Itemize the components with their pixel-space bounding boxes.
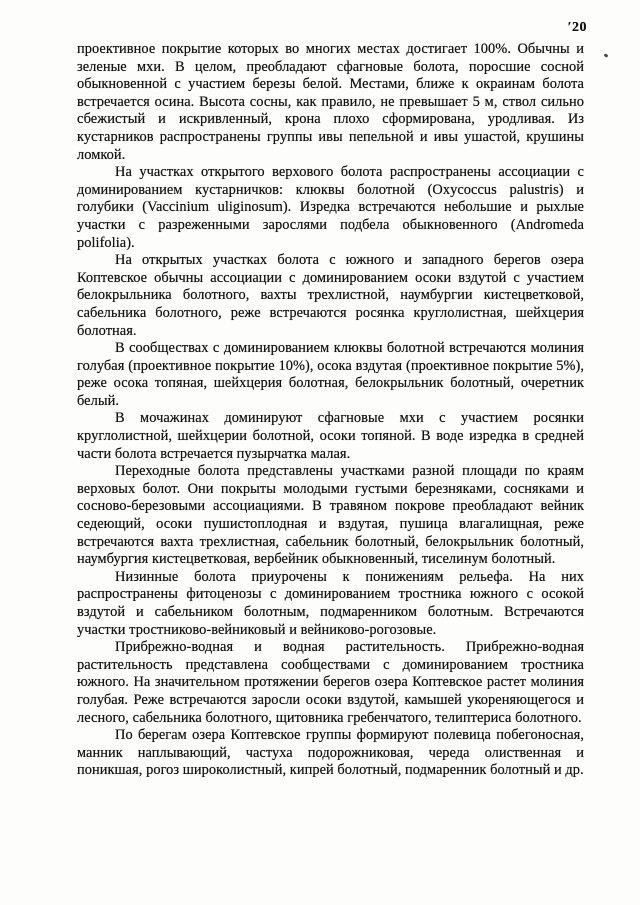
paragraph: На открытых участках болота с южного и западного берегов озера Коптевское обычны ассоциации с доминированием осоки вздутой с участием белокрыльника болотного, вахты трехлистной, наумбургии кистецветковой, сабельника болотного, реже встречаются росянка круглолистная, шейхцерия болотная.	[77, 252, 584, 339]
paragraph: Прибрежно-водная и водная растительность. Прибрежно-водная растительность представлена сообществами с доминированием тростника южного. На значительном протяжении берегов озера Коптевское растет молиния голубая. Реже встречаются заросли осоки вздутой, камышей укореняющегося и лесного, сабельника болотного, щитовника гребенчатого, телиптериса болотного.	[77, 639, 584, 726]
paragraph: В мочажинах доминируют сфагновые мхи с участием росянки круглолистной, шейхцерии болотной, осоки топяной. В воде изредка в средней части болота встречается пузырчатка малая.	[77, 410, 584, 462]
paragraph: В сообществах с доминированием клюквы болотной встречаются молиния голубая (проективное покрытие 10%), осока вздутая (проективное покрытие 5%), реже осока топяная, шейхцерия болотная, белокрыльник болотный, очеретник белый.	[77, 340, 584, 409]
page-number: ′20	[567, 20, 587, 35]
paragraph: Переходные болота представлены участками разной площади по краям верховых болот. Они покрыты молодыми густыми березняками, сосняками и сосново-березовыми ассоциациями. В травяном покрове преобладают вейник седеющий, осоки пушистоплодная и вздутая, пушица влагалищная, реже встречаются вахта трехлистная, сабельник болотный, белокрыльник болотный, наумбургия кистецветковая, вербейник обыкновенный, тиселинум болотный.	[77, 463, 584, 568]
paragraph: На участках открытого верхового болота распространены ассоциации с доминированием кустарничков: клюквы болотной (Oxycoccus palustris) и голубики (Vaccinium uliginosum). Изредка встречаются небольшие и рыхлые участки с разреженными зарослями подбела обыкновенного (Andromeda polifolia).	[77, 164, 584, 251]
scan-speck-artifact	[604, 53, 609, 58]
document-body	[77, 41, 584, 780]
paragraph: проективное покрытие которых во многих местах достигает 100%. Обычны и зеленые мхи. В целом, преобладают сфагновые болота, поросшие сосной обыкновенной с участием березы белой. Местами, ближе к окраинам болота встречается осина. Высота сосны, как правило, не превышает 5 м, ствол сильно сбежистый и искривленный, крона плохо сформирована, уродливая. Из кустарников распространены группы ивы пепельной и ивы ушастой, крушины ломкой.	[77, 41, 584, 163]
paragraph: Низинные болота приурочены к понижениям рельефа. На них распространены фитоценозы с доминированием тростника южного с осокой вздутой и сабельником болотным, подмаренником болотным. Встречаются участки тростниково-вейниковый и вейниково-рогозовые.	[77, 568, 584, 638]
paragraph: По берегам озера Коптевское группы формируют полевица побегоносная, манник наплывающий, частуха подорожниковая, череда олиственная и поникшая, рогоз широколистный, кипрей болотный, подмаренник болотный и др.	[77, 727, 584, 779]
